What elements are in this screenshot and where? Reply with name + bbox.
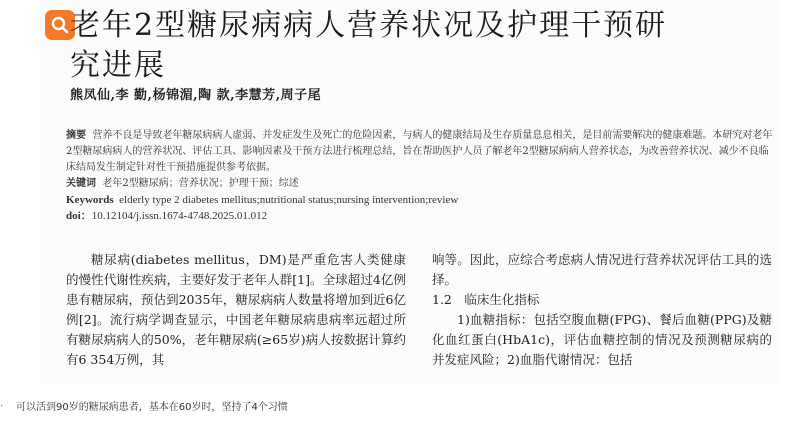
article-authors: 熊凤仙,李 勤,杨锦湄,陶 款,李慧芳,周子尾 — [70, 88, 322, 103]
doi-line — [66, 208, 776, 224]
caption-link-marker[interactable]: . — [0, 398, 4, 409]
en-keywords-line — [66, 192, 776, 208]
abstract-label: 摘要 — [66, 130, 86, 141]
keywords-text: 老年2型糖尿病；营养状况；护理干预；综述 — [102, 178, 299, 189]
keywords-label: 关键词 — [66, 178, 96, 189]
abstract-paragraph — [66, 128, 776, 176]
body-right-column — [432, 250, 772, 370]
body-paragraph: 糖尿病(diabetes mellitus，DM)是严重危害人类健康的慢性代谢性疾病，主要好发于老年人群[1]。全球超过4亿例患有糖尿病，预估到2035年，糖尿病病人数量将增加到近6亿例[2]。流行病学调查显示，中国老年糖尿病患病率远超过所有糖尿病病人的50%，老年糖尿病(≥65岁)病人按数据计算约有6 354万例，其 — [66, 252, 406, 367]
body-left-column — [66, 250, 406, 370]
en-keywords-label: Keywords — [66, 194, 114, 206]
doi-label: doi： — [66, 210, 92, 222]
search-icon — [50, 15, 70, 35]
image-caption[interactable]: 可以活到90岁的糖尿病患者，基本在60岁时，坚持了4个习惯 — [16, 402, 288, 413]
article-title: 老年2型糖尿病病人营养状况及护理干预研究进展 — [70, 8, 668, 83]
body-paragraph: 1)血糖指标：包括空腹血糖(FPG)、餐后血糖(PPG)及糖化血红蛋白(HbA1c)，评估血糖控制的情况及预测糖尿病的并发症风险；2)血脂代谢情况：包括 — [432, 312, 772, 367]
section-heading: 1.2 临床生化指标 — [432, 292, 540, 307]
abstract-section — [66, 128, 776, 224]
doi-text: 10.12104/j.issn.1674-4748.2025.01.012 — [91, 210, 268, 222]
abstract-text: 营养不良是导致老年糖尿病病人虚弱、并发症发生及死亡的危险因素，与病人的健康结局及生存质量息息相关，是目前需要解决的健康难题。本研究对老年2型糖尿病病人的营养状况、评估工具、影响因素及干预方法进行梳理总结，旨在帮助医护人员了解老年2型糖尿病病人营养状态，为改善营养状况、减少不良临床结局发生制定针对性干预措施提供参考依据。 — [66, 130, 773, 173]
en-keywords-text: elderly type 2 diabetes mellitus;nutritional status;nursing intervention;review — [119, 194, 459, 206]
keywords-line — [66, 176, 776, 192]
body-paragraph: 响等。因此，应综合考虑病人情况进行营养状况评估工具的选择。 — [432, 252, 772, 287]
